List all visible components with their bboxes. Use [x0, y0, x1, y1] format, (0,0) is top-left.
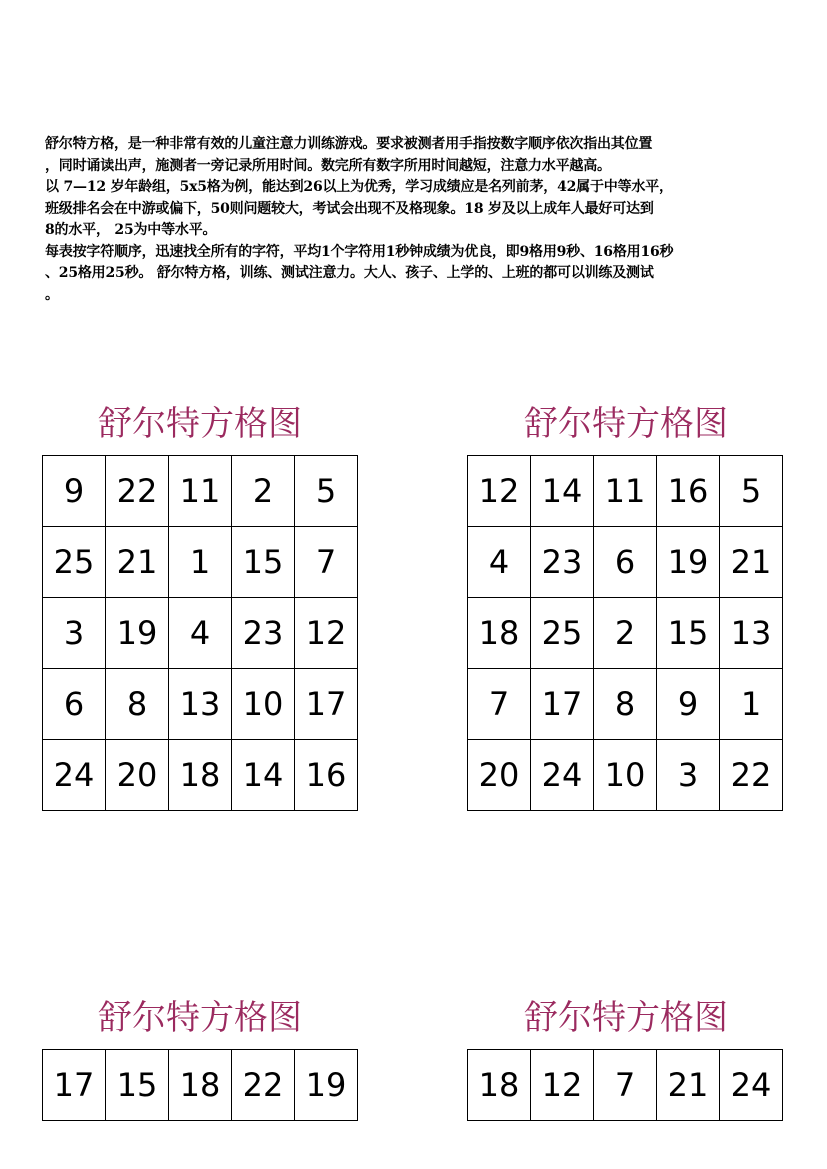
grid-cell: 4: [169, 598, 232, 669]
grid-body: [468, 1050, 783, 1121]
intro-text: [45, 134, 785, 306]
grid-cell: 6: [43, 669, 106, 740]
grid-cell: 12: [295, 598, 358, 669]
grid-cell: 15: [106, 1050, 169, 1121]
grid-cell: 11: [169, 456, 232, 527]
grid-row: [468, 598, 783, 669]
grid-cell: 5: [720, 456, 783, 527]
grid-cell: 10: [232, 669, 295, 740]
schulte-grid-1: [42, 455, 358, 811]
grid-cell: 13: [169, 669, 232, 740]
grid-title: 舒尔特方格图: [98, 404, 302, 444]
grid-cell: 18: [468, 1050, 531, 1121]
grid-cell: 22: [720, 740, 783, 811]
grid-cell: 20: [106, 740, 169, 811]
grid-row: [468, 1050, 783, 1121]
grid-cell: 5: [295, 456, 358, 527]
grid-cell: 8: [594, 669, 657, 740]
grid-cell: 23: [232, 598, 295, 669]
grid-title: 舒尔特方格图: [524, 404, 728, 444]
grid-cell: 22: [106, 456, 169, 527]
grid-cell: 14: [232, 740, 295, 811]
grid-cell: 15: [232, 527, 295, 598]
intro-line: 8的水平， 25为中等水平。: [45, 222, 217, 238]
grid-cell: 6: [594, 527, 657, 598]
intro-line: 以 7—12 岁年龄组，5x5格为例，能达到26以上为优秀，学习成绩应是名列前茅，42属于中等水平，: [45, 179, 673, 195]
grid-cell: 17: [43, 1050, 106, 1121]
grid-cell: 7: [468, 669, 531, 740]
grid-row: [43, 740, 358, 811]
grid-cell: 23: [531, 527, 594, 598]
grid-row: [468, 740, 783, 811]
grid-cell: 8: [106, 669, 169, 740]
grid-cell: 18: [468, 598, 531, 669]
grid-row: [43, 1050, 358, 1121]
grid-cell: 21: [106, 527, 169, 598]
grid-cell: 25: [531, 598, 594, 669]
grid-row: [43, 669, 358, 740]
grid-row: [43, 527, 358, 598]
grid-body: [468, 456, 783, 811]
grid-cell: 24: [720, 1050, 783, 1121]
grid-cell: 12: [531, 1050, 594, 1121]
intro-line: 班级排名会在中游或偏下，50则问题较大，考试会出现不及格现象。18 岁及以上成年人最好可达到: [45, 200, 654, 217]
grid-cell: 7: [594, 1050, 657, 1121]
grid-row: [468, 527, 783, 598]
grid-cell: 18: [169, 1050, 232, 1121]
intro-line: 、25格用25秒。 舒尔特方格，训练、测试注意力。大人、孩子、上学的、上班的都可以训练及测试: [45, 265, 654, 281]
grid-cell: 24: [531, 740, 594, 811]
grid-cell: 22: [232, 1050, 295, 1121]
grid-cell: 16: [657, 456, 720, 527]
grid-cell: 12: [468, 456, 531, 527]
intro-line: 每表按字符顺序，迅速找全所有的字符，平均1个字符用1秒钟成绩为优良，即9格用9秒、16格用16秒: [45, 243, 674, 260]
grid-cell: 19: [295, 1050, 358, 1121]
grid-cell: 2: [232, 456, 295, 527]
grid-body: [43, 1050, 358, 1121]
grid-cell: 17: [295, 669, 358, 740]
grid-title: 舒尔特方格图: [524, 998, 728, 1038]
schulte-grid-4: [467, 1049, 783, 1121]
grid-cell: 1: [720, 669, 783, 740]
grid-cell: 17: [531, 669, 594, 740]
grid-cell: 1: [169, 527, 232, 598]
intro-line: 舒尔特方格，是一种非常有效的儿童注意力训练游戏。要求被测者用手指按数字顺序依次指出其位置: [45, 136, 653, 152]
grid-row: [468, 456, 783, 527]
grid-cell: 25: [43, 527, 106, 598]
grid-cell: 3: [43, 598, 106, 669]
grid-cell: 16: [295, 740, 358, 811]
grid-title: 舒尔特方格图: [98, 998, 302, 1038]
grid-cell: 4: [468, 527, 531, 598]
grid-cell: 15: [657, 598, 720, 669]
grid-cell: 18: [169, 740, 232, 811]
grid-row: [43, 598, 358, 669]
grid-cell: 9: [43, 456, 106, 527]
grid-cell: 24: [43, 740, 106, 811]
grid-cell: 13: [720, 598, 783, 669]
grid-row: [468, 669, 783, 740]
intro-line: 。: [45, 286, 59, 303]
grid-cell: 21: [657, 1050, 720, 1121]
grid-cell: 11: [594, 456, 657, 527]
grid-cell: 21: [720, 527, 783, 598]
schulte-grid-2: [467, 455, 783, 811]
grid-cell: 7: [295, 527, 358, 598]
grid-cell: 20: [468, 740, 531, 811]
grid-cell: 3: [657, 740, 720, 811]
grid-cell: 14: [531, 456, 594, 527]
grid-cell: 10: [594, 740, 657, 811]
schulte-grid-3: [42, 1049, 358, 1121]
grid-cell: 2: [594, 598, 657, 669]
grid-body: [43, 456, 358, 811]
grid-cell: 9: [657, 669, 720, 740]
intro-line: ，同时诵读出声，施测者一旁记录所用时间。数完所有数字所用时间越短，注意力水平越高。: [45, 157, 611, 174]
grid-row: [43, 456, 358, 527]
grid-cell: 19: [106, 598, 169, 669]
grid-cell: 19: [657, 527, 720, 598]
